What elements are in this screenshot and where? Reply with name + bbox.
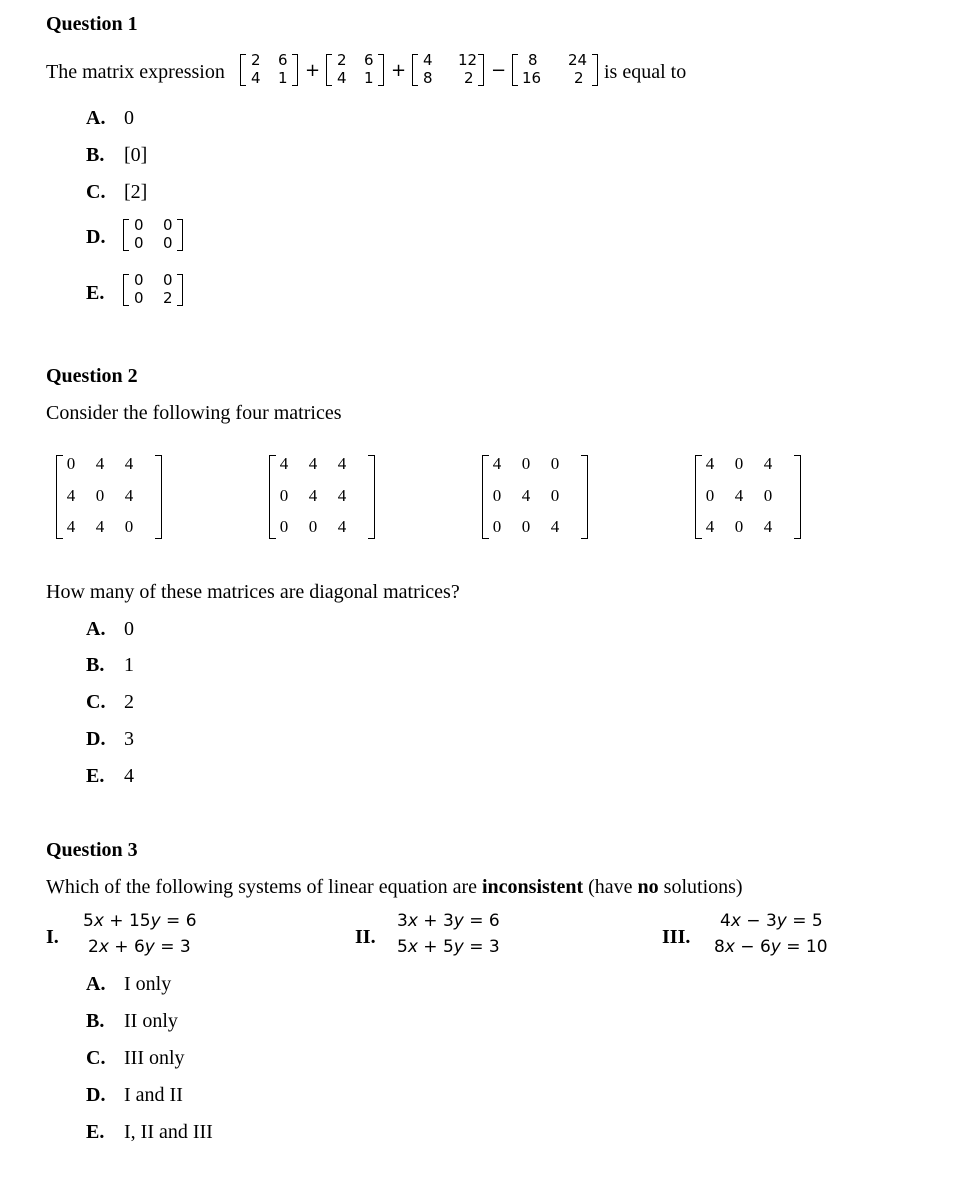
matrix-cell: 0: [134, 216, 144, 234]
option-label: E.: [86, 1121, 105, 1143]
system-ii-eq2: 5x + 5y = 3: [397, 937, 500, 957]
system-iii-eq2: 8x − 6y = 10: [714, 937, 828, 957]
q3-option-a[interactable]: [86, 973, 171, 996]
matrix-cell: 8: [528, 51, 538, 69]
option-text: I only: [124, 973, 172, 995]
option-label: D.: [86, 728, 106, 750]
matrix-cell: 2: [574, 69, 584, 87]
q1-option-b[interactable]: [86, 144, 147, 167]
matrix-cell: 4: [550, 517, 560, 536]
matrix-cell: 16: [522, 69, 542, 87]
question-3-heading: Question 3: [46, 839, 138, 861]
option-text: 1: [124, 654, 134, 676]
matrix-cell: 2: [163, 289, 173, 307]
matrix-cell: 0: [763, 486, 773, 505]
option-label: E.: [86, 765, 105, 787]
q3-option-d[interactable]: [86, 1084, 183, 1107]
q2-option-c[interactable]: [86, 691, 134, 714]
matrix-cell: 0: [124, 517, 134, 536]
matrix-cell: 0: [492, 486, 502, 505]
matrix-cell: 0: [95, 486, 105, 505]
prompt-text: solutions): [658, 876, 743, 898]
question-2-prompt: Consider the following four matrices: [46, 402, 342, 424]
q1-matrix-2: [326, 51, 384, 88]
option-text: 4: [124, 765, 134, 787]
question-1-suffix: is equal to: [604, 61, 687, 83]
system-iii-label: III.: [662, 926, 691, 948]
matrix-cell: 4: [763, 454, 773, 473]
matrix-cell: 4: [308, 486, 318, 505]
matrix-cell: 8: [423, 69, 433, 87]
matrix-cell: 4: [763, 517, 773, 536]
matrix-cell: 4: [124, 486, 134, 505]
system-ii-label: II.: [355, 926, 376, 948]
option-label: A.: [86, 973, 106, 995]
matrix-cell: 24: [568, 51, 588, 69]
option-text: II only: [124, 1010, 178, 1032]
question-1-prompt: The matrix expression: [46, 61, 225, 83]
option-text: [0]: [124, 144, 148, 166]
option-label: A.: [86, 618, 106, 640]
matrix-cell: 4: [251, 69, 261, 87]
matrix-cell: 2: [251, 51, 261, 69]
q1-option-d-matrix: [123, 216, 183, 253]
matrix-cell: 0: [550, 486, 560, 505]
matrix-cell: 4: [279, 454, 289, 473]
matrix-cell: 0: [279, 486, 289, 505]
matrix-cell: 4: [124, 454, 134, 473]
matrix-cell: 4: [705, 454, 715, 473]
matrix-cell: 0: [134, 271, 144, 289]
matrix-cell: 12: [458, 51, 478, 69]
option-label: C.: [86, 181, 106, 203]
matrix-cell: 0: [163, 271, 173, 289]
matrix-cell: 4: [66, 486, 76, 505]
q1-matrix-3: [412, 51, 484, 88]
plus-operator: +: [391, 60, 407, 81]
q2-matrix-2: [269, 455, 375, 541]
question-2-heading: Question 2: [46, 365, 138, 387]
matrix-cell: 0: [134, 234, 144, 252]
matrix-cell: 0: [279, 517, 289, 536]
matrix-cell: 4: [308, 454, 318, 473]
matrix-cell: 2: [337, 51, 347, 69]
minus-operator: −: [491, 60, 507, 81]
matrix-cell: 0: [163, 216, 173, 234]
matrix-cell: 1: [278, 69, 288, 87]
question-2-question: How many of these matrices are diagonal matrices?: [46, 581, 460, 603]
q1-option-c[interactable]: [86, 181, 147, 204]
system-i-label: I.: [46, 926, 59, 948]
option-label: B.: [86, 1010, 105, 1032]
matrix-cell: 1: [364, 69, 374, 87]
matrix-cell: 4: [337, 69, 347, 87]
q2-matrix-1: [56, 455, 162, 541]
system-i-eq2: 2x + 6y = 3: [88, 937, 191, 957]
matrix-cell: 0: [492, 517, 502, 536]
matrix-cell: 0: [521, 454, 531, 473]
option-label: D.: [86, 1084, 106, 1106]
q1-matrix-1: [240, 51, 298, 88]
matrix-cell: 4: [337, 454, 347, 473]
prompt-emphasis: no: [637, 876, 659, 898]
option-text: III only: [124, 1047, 185, 1069]
q2-matrix-4: [695, 455, 801, 541]
matrix-cell: 0: [163, 234, 173, 252]
option-text: 0: [124, 618, 134, 640]
prompt-text: (have: [583, 876, 638, 898]
q2-option-e[interactable]: [86, 765, 134, 788]
matrix-cell: 4: [95, 517, 105, 536]
matrix-cell: 0: [134, 289, 144, 307]
matrix-cell: 4: [66, 517, 76, 536]
matrix-cell: 4: [521, 486, 531, 505]
prompt-emphasis: inconsistent: [482, 876, 584, 898]
plus-operator: +: [305, 60, 321, 81]
matrix-cell: 0: [308, 517, 318, 536]
q3-option-c[interactable]: [86, 1047, 185, 1070]
q1-option-e-matrix: [123, 271, 183, 308]
matrix-cell: 6: [364, 51, 374, 69]
option-text: [2]: [124, 181, 148, 203]
q1-option-e[interactable]: [86, 282, 124, 305]
matrix-cell: 0: [521, 517, 531, 536]
q3-option-b[interactable]: [86, 1010, 178, 1033]
option-text: 3: [124, 728, 134, 750]
matrix-cell: 0: [734, 454, 744, 473]
q2-option-b[interactable]: [86, 654, 134, 677]
matrix-cell: 4: [492, 454, 502, 473]
option-label: D.: [86, 226, 106, 248]
matrix-cell: 4: [705, 517, 715, 536]
system-iii-eq1: 4x − 3y = 5: [720, 911, 823, 931]
matrix-cell: 4: [95, 454, 105, 473]
option-text: 2: [124, 691, 134, 713]
q1-option-d[interactable]: [86, 226, 124, 249]
q2-option-a[interactable]: [86, 618, 134, 641]
q2-matrix-3: [482, 455, 588, 541]
option-label: A.: [86, 107, 106, 129]
system-i-eq1: 5x + 15y = 6: [83, 911, 197, 931]
matrix-cell: 6: [278, 51, 288, 69]
system-ii-eq1: 3x + 3y = 6: [397, 911, 500, 931]
q1-matrix-4: [512, 51, 598, 88]
matrix-cell: 0: [734, 517, 744, 536]
matrix-cell: 4: [734, 486, 744, 505]
option-label: B.: [86, 144, 105, 166]
matrix-cell: 4: [337, 517, 347, 536]
q1-option-a[interactable]: [86, 107, 134, 130]
option-label: E.: [86, 282, 105, 304]
option-text: I, II and III: [124, 1121, 213, 1143]
q2-option-d[interactable]: [86, 728, 134, 751]
matrix-cell: 0: [705, 486, 715, 505]
q3-option-e[interactable]: [86, 1121, 213, 1144]
question-3-prompt: [46, 876, 743, 899]
matrix-cell: 4: [423, 51, 433, 69]
matrix-cell: 0: [66, 454, 76, 473]
option-label: C.: [86, 1047, 106, 1069]
prompt-text: Which of the following systems of linear equation are: [46, 876, 482, 898]
matrix-cell: 2: [464, 69, 474, 87]
option-label: C.: [86, 691, 106, 713]
matrix-cell: 0: [550, 454, 560, 473]
option-label: B.: [86, 654, 105, 676]
option-text: I and II: [124, 1084, 183, 1106]
option-text: 0: [124, 107, 134, 129]
question-1-heading: Question 1: [46, 13, 138, 35]
matrix-cell: 4: [337, 486, 347, 505]
